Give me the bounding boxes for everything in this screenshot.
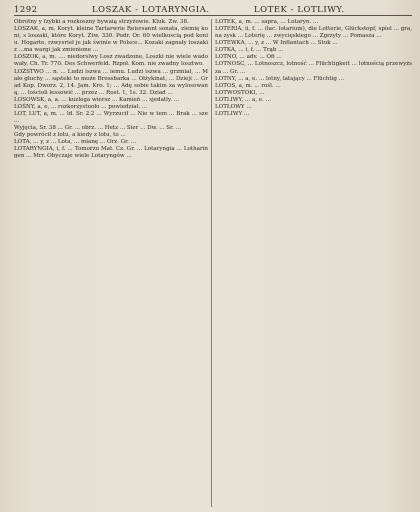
dictionary-entry: LOTKA, ... i, f. ... Trąb ... [215, 47, 284, 54]
dictionary-entry: LOSOWSK, a, a. ... kuzlega wiersz ... Kamień ... sjedatly. ... [14, 96, 180, 103]
dictionary-entry: LOSZAK, a, m. Koryt. kleine Tartarwrie Reisrsannt sonata, ziemię koni, s loszaki, które Koryt. Ztw. 330. Podr. Or. 60 wielkoscią pod koniu. Hogarte, rzwysrieł je jak świnie w Polsce... Kozaki zagnały loszaki z ...ma wargi jak zmienione ... [14, 26, 208, 54]
dictionary-entry: LOŻSTWO ... n. ... Ludzi iszwa ... iemu. Ludzi iszwa ... grzmiał, ... Mało głuchy ... sąsteki to może Brossbarka ... Ołżykinat, ... Dzieji ... Grad Kop. Dworz. 2, 14. Jam. Kro. 1; ... Adę sobie takim za wylosowaną, ... lościoli lessowić ... przez ... Rost. 1, 1s. 32. Dziad ... [14, 68, 208, 96]
dictionary-entry: LOTLIWY ... [215, 111, 250, 118]
dictionary-entry: Gdy powrócił z lotu, a kiedy z lotu, to ... [14, 132, 126, 139]
dictionary-entry: LOTERIA, ii, f. ... (łac. lotarium), die Lotterie, Glückstopf, spiel ... gra, na zysk ... Loterię ... zwycięskiego ... Zgrzyty ... Pomasza ... [215, 26, 412, 40]
right-column [215, 19, 412, 509]
dictionary-entry: LOTEWKA, ... y, z ... W Inflantach ... Stuk ... [215, 40, 338, 47]
dictionary-entry: LOTWOSTOKI, ... [215, 89, 265, 96]
left-running-title: LOSZAK - LOTARYNGIA. [92, 4, 210, 14]
left-column [14, 19, 208, 509]
dictionary-entry: LOTNO, ... adv. ... Ofi ... [215, 54, 282, 61]
dictionary-entry: LOTARYNGIA, i, f. ... Tomorzu Mat. Cz. Gr. ... Lotaryngia ... Lotharingen ... Mrr. Obyczaje wiele Lotaryngów ... [14, 146, 208, 160]
dictionary-entry: LOTŁOWY ... [215, 103, 252, 110]
column-divider [211, 19, 212, 507]
dictionary-entry: LOTNOSC, ... Lotnoszcz, lotność ... Flüchtigkeit ... lotnością przewyższa ... Gr. ... [215, 61, 412, 75]
dictionary-entry: LOTLIWY, ... a, e. ... [215, 96, 271, 103]
page-number: 1292 [14, 4, 38, 14]
dictionary-entry: LOTNY, ... a, e. ... lotny, latający ... Flüchtig ... [215, 75, 345, 82]
header-rule [14, 15, 412, 16]
dictionary-entry: LOT, LUT, a, m. ... ld. Sr. 2.2 ... Wyrzucił ... Nie w tem ... Brak ... sze ... [14, 111, 208, 125]
dictionary-entry: LOTA, ... y, z ... Lota, ... mianę ... Orz. Gr. ... [14, 139, 136, 146]
dictionary-entry: LOTOS, a, m. ... rośl. ... [215, 82, 281, 89]
dictionary-entry: Wyjęcia, Sr. 38 ... Gr. ... obrz. ... Hetz ... Sier ... Dw. ... Sr. ... [14, 125, 181, 132]
dictionary-entry: Obrotny y ſzybki a rozkoszny bywaią strzyżowie. Kluk. Zw. 38. [14, 19, 189, 25]
dictionary-entry: LOSZOK, a, m. .... niedorslwy Losz zwadzone, Loszki nie wiele wadowały. Ch. Tr. 770. Des Schwerfeld. Rzpoł. Kom. nie zwadny losztwo. [14, 54, 208, 68]
right-running-title: LOTEK - LOTLIWY. [254, 4, 345, 14]
dictionary-entry: LOTEK, a, m. ... sapra, ... Lotaryn. ... [215, 19, 319, 25]
dictionary-entry: LOŚNY, a, e, ... rozkorzystuoło ... powiedział. ... [14, 103, 148, 110]
